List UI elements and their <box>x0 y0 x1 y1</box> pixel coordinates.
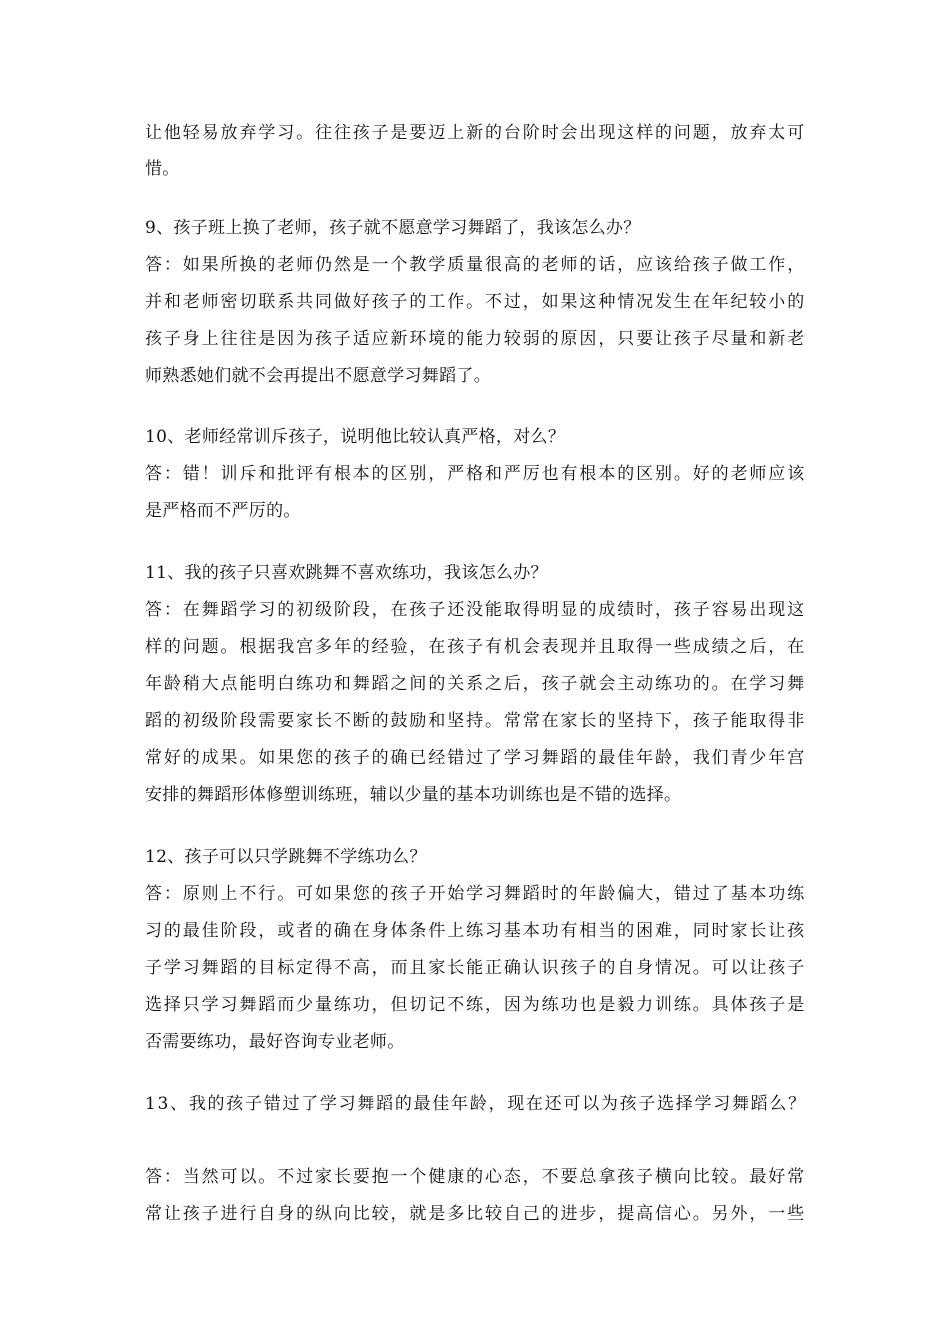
question-11: 11、我的孩子只喜欢跳舞不喜欢练功，我该怎么办？ <box>145 563 548 583</box>
answer-line: 否需要练功，最好咨询专业老师。 <box>145 1032 405 1052</box>
question-10: 10、老师经常训斥孩子，说明他比较认真严格，对么？ <box>145 427 566 447</box>
answer-line: 答：当然可以。不过家长要抱一个健康的心态，不要总拿孩子横向比较。最好常 <box>145 1167 807 1187</box>
answer-line: 答：在舞蹈学习的初级阶段，在孩子还没能取得明显的成绩时，孩子容易出现这 <box>145 600 807 620</box>
answer-line: 常好的成果。如果您的孩子的确已经错过了学习舞蹈的最佳年龄，我们青少年宫 <box>145 748 807 768</box>
question-9: 9、孩子班上换了老师，孩子就不愿意学习舞蹈了，我该怎么办？ <box>145 218 641 238</box>
question-12: 12、孩子可以只学跳舞不学练功么？ <box>145 847 427 867</box>
answer-line: 师熟悉她们就不会再提出不愿意学习舞蹈了。 <box>145 366 491 386</box>
answer-line: 是严格而不严厉的。 <box>145 501 301 521</box>
question-13: 13、我的孩子错过了学习舞蹈的最佳年龄，现在还可以为孩子选择学习舞蹈么？ <box>145 1094 807 1114</box>
answer-line: 子学习舞蹈的目标定得不高，而且家长能正确认识孩子的自身情况。可以让孩子 <box>145 958 807 978</box>
answer-line: 习的最佳阶段，或者的确在身体条件上练习基本功有相当的困难，同时家长让孩 <box>145 921 807 941</box>
paragraph-line: 让他轻易放弃学习。往往孩子是要迈上新的台阶时会出现这样的问题，放弃太可 <box>145 123 807 143</box>
answer-line: 答：如果所换的老师仍然是一个教学质量很高的老师的话，应该给孩子做工作， <box>145 255 807 275</box>
answer-line: 并和老师密切联系共同做好孩子的工作。不过，如果这种情况发生在年纪较小的 <box>145 292 807 312</box>
paragraph-line: 惜。 <box>145 159 180 179</box>
answer-line: 样的问题。根据我宫多年的经验，在孩子有机会表现并且取得一些成绩之后，在 <box>145 637 807 657</box>
answer-line: 常让孩子进行自身的纵向比较，就是多比较自己的进步，提高信心。另外，一些 <box>145 1204 807 1224</box>
answer-line: 年龄稍大点能明白练功和舞蹈之间的关系之后，孩子就会主动练功的。在学习舞 <box>145 674 807 694</box>
answer-line: 选择只学习舞蹈而少量练功，但切记不练，因为练功也是毅力训练。具体孩子是 <box>145 995 807 1015</box>
answer-line: 蹈的初级阶段需要家长不断的鼓励和坚持。常常在家长的坚持下，孩子能取得非 <box>145 711 807 731</box>
answer-line: 答：错！训斥和批评有根本的区别，严格和严厉也有根本的区别。好的老师应该 <box>145 464 807 484</box>
answer-line: 答：原则上不行。可如果您的孩子开始学习舞蹈时的年龄偏大，错过了基本功练 <box>145 884 807 904</box>
answer-line: 孩子身上往往是因为孩子适应新环境的能力较弱的原因，只要让孩子尽量和新老 <box>145 329 807 349</box>
answer-line: 安排的舞蹈形体修塑训练班，辅以少量的基本功训练也是不错的选择。 <box>145 785 682 805</box>
